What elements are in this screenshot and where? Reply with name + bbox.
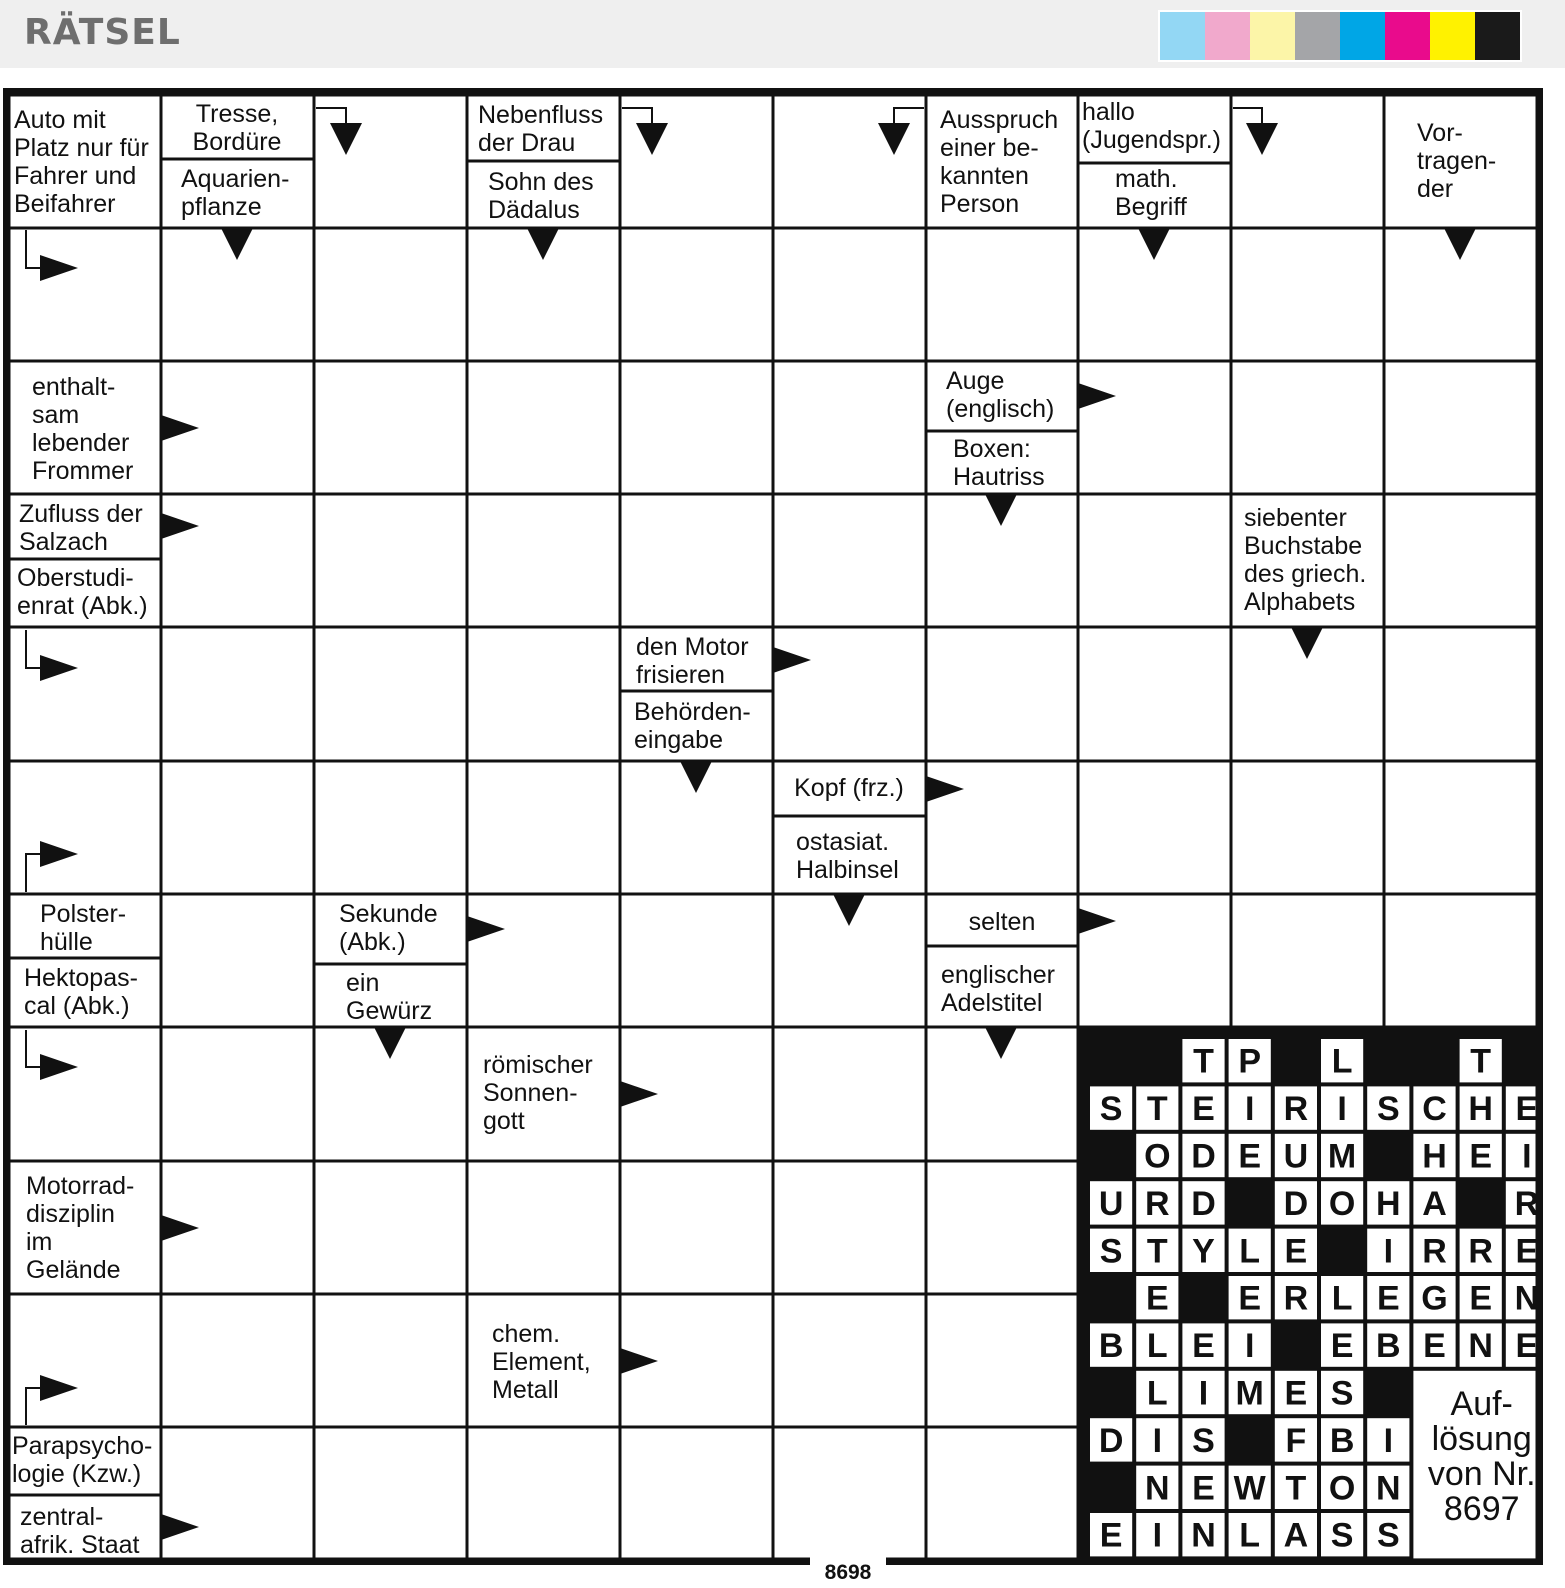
clue-c02	[193, 100, 282, 156]
clue-line: Salzach	[19, 528, 108, 556]
clue-line: Dädalus	[488, 196, 580, 224]
clue-c10	[32, 373, 133, 485]
solution-letter: E	[1145, 1279, 1169, 1318]
clue-line: der	[1417, 175, 1454, 203]
clue-line: hallo	[1082, 98, 1135, 126]
solution-letter: E	[1238, 1137, 1262, 1176]
arrow-right-icon	[161, 513, 199, 539]
solution-letter: I	[1198, 1374, 1209, 1413]
solution-letter: I	[1244, 1327, 1255, 1366]
solution-letter: N	[1145, 1469, 1170, 1508]
solution-letter: E	[1515, 1232, 1539, 1271]
arrow-bend-line	[894, 108, 924, 123]
clue-line: Begriff	[1115, 193, 1187, 221]
clue-c11	[946, 367, 1054, 423]
solution-letter: N	[1468, 1327, 1493, 1366]
clue-line: (Abk.)	[339, 928, 406, 956]
clue-line: Polster-	[40, 900, 127, 928]
clue-line: ostasiat.	[796, 828, 890, 856]
clue-line: tragen-	[1417, 147, 1497, 175]
clue-c26	[483, 1051, 593, 1135]
arrow-bend-line	[26, 630, 40, 668]
clue-line: pflanze	[181, 193, 262, 221]
solution-letter: C	[1422, 1090, 1447, 1129]
clue-line: Tresse,	[195, 100, 279, 128]
clue-line: Sonnen-	[483, 1079, 578, 1107]
solution-letter: E	[1192, 1090, 1215, 1129]
arrow-right-icon	[40, 841, 78, 867]
puzzle-number: 8698	[824, 1561, 872, 1584]
clue-c07	[1082, 98, 1221, 154]
clue-line: chem.	[492, 1320, 561, 1348]
arrow-bend-line	[316, 108, 346, 123]
solution-letter: E	[1192, 1469, 1215, 1508]
solution-letter: E	[1376, 1279, 1400, 1318]
solution-letter: L	[1146, 1327, 1168, 1366]
solution-letter: H	[1422, 1137, 1447, 1176]
clue-c22	[339, 900, 438, 956]
clue-c30	[20, 1503, 140, 1559]
clue-c27	[26, 1172, 134, 1284]
clue-line: eingabe	[634, 726, 723, 754]
clue-line: Adelstitel	[941, 989, 1043, 1017]
clue-line: selten	[968, 908, 1036, 936]
arrow-down-icon	[374, 1027, 406, 1059]
solution-letter: E	[1192, 1327, 1215, 1366]
solution-letter: D	[1191, 1137, 1216, 1176]
solution-letter: O	[1328, 1184, 1356, 1223]
arrow-right-icon	[926, 776, 964, 802]
arrow-right-icon	[620, 1081, 658, 1107]
solution-letter: M	[1327, 1137, 1357, 1176]
clue-c13	[19, 500, 143, 556]
clue-line: kannten	[940, 162, 1029, 190]
solution-letter: A	[1422, 1184, 1447, 1223]
solution-letter: E	[1469, 1137, 1493, 1176]
arrow-right-icon	[1078, 908, 1116, 934]
clue-line: enthalt-	[32, 373, 116, 401]
solution-label-line: Auf-	[1450, 1384, 1513, 1423]
clue-c09	[1417, 119, 1496, 203]
solution-letter: S	[1376, 1090, 1400, 1129]
solution-letter: H	[1376, 1184, 1401, 1223]
solution-letter: T	[1193, 1042, 1214, 1081]
arrow-bend-line	[26, 1388, 40, 1425]
clue-line: math.	[1115, 165, 1178, 193]
solution-label-line: lösung	[1431, 1419, 1532, 1458]
arrow-down-icon	[878, 123, 910, 155]
clue-line: Parapsycho-	[12, 1432, 153, 1460]
clue-line: Alphabets	[1244, 588, 1356, 616]
solution-letter: L	[1239, 1232, 1261, 1271]
solution-letter: A	[1283, 1516, 1309, 1555]
clue-line: cal (Abk.)	[24, 992, 130, 1020]
solution-letter: R	[1468, 1232, 1493, 1271]
solution-letter: L	[1331, 1042, 1353, 1081]
solution-letter: N	[1376, 1469, 1401, 1508]
solution-letter: R	[1283, 1279, 1309, 1318]
arrow-down-icon	[636, 123, 668, 155]
arrow-down-icon	[1291, 627, 1323, 659]
arrow-right-icon	[40, 255, 78, 281]
clue-line: Bordüre	[192, 128, 282, 156]
clue-line: (englisch)	[946, 395, 1055, 423]
clue-line: Behörden-	[634, 698, 751, 726]
solution-letter: R	[1514, 1184, 1540, 1223]
solution-letter: Y	[1192, 1232, 1215, 1271]
solution-letter: E	[1284, 1232, 1308, 1271]
clue-line: Buchstabe	[1244, 532, 1363, 560]
clue-line: logie (Kzw.)	[12, 1460, 142, 1488]
clue-line: zentral-	[20, 1503, 104, 1531]
solution-letter: S	[1330, 1374, 1354, 1413]
solution-letter: E	[1515, 1327, 1539, 1366]
solution-letter: S	[1099, 1090, 1123, 1129]
arrow-right-icon	[161, 1215, 199, 1241]
clue-c12	[953, 435, 1045, 491]
clue-line: Motorrad-	[26, 1172, 135, 1200]
clue-line: Boxen:	[953, 435, 1031, 463]
clue-c16	[636, 633, 749, 689]
solution-letter: N	[1514, 1279, 1540, 1318]
solution-letter: D	[1283, 1184, 1309, 1223]
arrow-down-icon	[527, 228, 559, 260]
solution-letter: L	[1239, 1516, 1261, 1555]
solution-letter: O	[1328, 1469, 1356, 1508]
clue-line: einer be-	[940, 134, 1039, 162]
solution-letter: P	[1238, 1042, 1262, 1081]
solution-letter: E	[1515, 1090, 1539, 1129]
clue-c20	[40, 900, 126, 956]
solution-letter: R	[1283, 1090, 1309, 1129]
clue-line: Oberstudi-	[17, 564, 134, 592]
clue-line: Aquarien-	[181, 165, 290, 193]
solution-letter: H	[1468, 1090, 1493, 1129]
solution-letter: B	[1376, 1327, 1401, 1366]
clue-line: Kopf (frz.)	[794, 774, 904, 802]
solution-letter: L	[1146, 1374, 1168, 1413]
arrow-bend-line	[26, 854, 40, 892]
arrow-down-icon	[833, 894, 865, 926]
clue-c18	[794, 774, 904, 802]
solution-letter: L	[1331, 1279, 1353, 1318]
solution-letter: M	[1235, 1374, 1264, 1413]
clue-line: Metall	[492, 1376, 559, 1404]
clue-c14	[17, 564, 148, 620]
clue-line: frisieren	[636, 661, 725, 689]
clue-line: enrat (Abk.)	[17, 592, 148, 620]
solution-letter: W	[1233, 1469, 1266, 1508]
solution-letter: R	[1145, 1184, 1170, 1223]
clue-line: Vor-	[1417, 119, 1463, 147]
arrow-down-icon	[1138, 228, 1170, 260]
arrow-right-icon	[161, 1514, 199, 1540]
clue-line: Platz nur für	[14, 134, 149, 162]
clue-c21	[24, 964, 138, 1020]
arrow-right-icon	[40, 1375, 78, 1401]
arrow-bend-line	[26, 1030, 40, 1067]
solution-letter: N	[1191, 1516, 1216, 1555]
clue-line: hülle	[40, 928, 93, 956]
solution-letter: U	[1098, 1184, 1124, 1223]
clue-line: disziplin	[26, 1200, 115, 1228]
clue-line: Hektopas-	[24, 964, 138, 992]
arrow-bend-line	[1233, 108, 1262, 123]
clue-line: afrik. Staat	[20, 1531, 140, 1559]
solution-letter: T	[1146, 1090, 1168, 1129]
solution-letter: F	[1285, 1421, 1307, 1460]
solution-letter: S	[1376, 1516, 1400, 1555]
clue-line: des griech.	[1244, 560, 1367, 588]
solution-letter: I	[1152, 1421, 1163, 1460]
clue-line: Ausspruch	[940, 106, 1059, 134]
clue-line: Person	[940, 190, 1020, 218]
clue-c15	[1244, 504, 1366, 616]
clue-line: Beifahrer	[14, 190, 116, 218]
solution-letter: I	[1152, 1516, 1163, 1555]
clue-line: Auto mit	[14, 106, 106, 134]
solution-letter: E	[1099, 1516, 1123, 1555]
arrow-down-icon	[985, 1027, 1017, 1059]
arrow-right-icon	[1078, 383, 1116, 409]
solution-letter: E	[1469, 1279, 1493, 1318]
clue-line: Fahrer und	[14, 162, 137, 190]
solution-letter: E	[1330, 1327, 1354, 1366]
arrow-down-icon	[1246, 123, 1278, 155]
clue-c19	[796, 828, 899, 884]
clue-c23	[346, 969, 432, 1025]
clue-c01	[14, 106, 149, 218]
clue-line: ein	[346, 969, 380, 997]
clue-c06	[940, 106, 1058, 218]
clue-line: Sekunde	[339, 900, 438, 928]
solution-letter: I	[1337, 1090, 1347, 1129]
clue-line: gott	[483, 1107, 525, 1135]
solution-letter: E	[1423, 1327, 1446, 1366]
arrow-bend-line	[622, 108, 652, 123]
arrow-down-icon	[1444, 228, 1476, 260]
arrow-right-icon	[40, 655, 78, 681]
solution-letter: S	[1099, 1232, 1123, 1271]
solution-letter: T	[1285, 1469, 1307, 1508]
solution-letter: R	[1422, 1232, 1447, 1271]
clue-c17	[634, 698, 751, 754]
clue-line: siebenter	[1244, 504, 1347, 532]
solution-letter: I	[1383, 1232, 1394, 1271]
clue-line: Element,	[492, 1348, 591, 1376]
clue-c25	[941, 961, 1055, 1017]
arrow-right-icon	[161, 415, 199, 441]
solution-letter: T	[1470, 1042, 1492, 1081]
solution-letter: T	[1146, 1232, 1168, 1271]
arrow-down-icon	[221, 228, 253, 260]
solution-label-line: von Nr.	[1427, 1454, 1536, 1493]
solution-letter: O	[1144, 1137, 1171, 1176]
clue-c29	[12, 1432, 152, 1488]
clue-line: sam	[32, 401, 80, 429]
clue-line: Auge	[946, 367, 1005, 395]
clue-line: Hautriss	[953, 463, 1045, 491]
clue-c28	[492, 1320, 591, 1404]
solution-letter: E	[1284, 1374, 1308, 1413]
solution-letter: I	[1522, 1137, 1532, 1176]
clue-line: lebender	[32, 429, 130, 457]
solution-label-line: 8697	[1443, 1489, 1520, 1528]
solution-letter: D	[1098, 1421, 1124, 1460]
arrow-down-icon	[330, 123, 362, 155]
arrow-down-icon	[985, 494, 1017, 526]
puzzle-footer	[810, 1548, 886, 1588]
solution-letter: B	[1329, 1421, 1355, 1460]
clue-line: Zufluss der	[19, 500, 143, 528]
clue-line: Frommer	[32, 457, 134, 485]
clue-c04	[478, 101, 603, 157]
clue-line: Gewürz	[346, 997, 433, 1025]
clue-c08	[1115, 165, 1187, 221]
arrow-right-icon	[620, 1348, 658, 1374]
solution-letter: B	[1098, 1327, 1124, 1366]
solution-letter: U	[1283, 1137, 1309, 1176]
clue-line: römischer	[483, 1051, 593, 1079]
clue-line: Nebenfluss	[478, 101, 604, 129]
solution-letter: D	[1191, 1184, 1216, 1223]
clue-line: den Motor	[636, 633, 749, 661]
solution-letter: I	[1244, 1090, 1255, 1129]
solution-letter: I	[1383, 1421, 1394, 1460]
clue-line: (Jugendspr.)	[1082, 126, 1221, 154]
arrow-bend-line	[26, 230, 40, 268]
solution-letter: S	[1192, 1421, 1215, 1460]
solution-letter: E	[1238, 1279, 1262, 1318]
clue-c03	[181, 165, 289, 221]
arrow-right-icon	[40, 1054, 78, 1080]
page-title: RÄTSEL	[24, 12, 181, 53]
clue-c24	[969, 908, 1036, 936]
solution-panel	[1078, 1027, 1550, 1560]
clue-line: Halbinsel	[796, 856, 899, 884]
clue-line: Sohn des	[488, 168, 594, 196]
clue-line: der Drau	[478, 129, 576, 157]
clue-line: Gelände	[26, 1256, 121, 1284]
arrow-right-icon	[467, 916, 505, 942]
solution-letter: G	[1421, 1279, 1448, 1318]
clue-line: im	[26, 1228, 53, 1256]
arrow-right-icon	[773, 647, 811, 673]
arrow-down-icon	[680, 761, 712, 793]
clue-line: englischer	[941, 961, 1055, 989]
clue-c05	[488, 168, 594, 224]
solution-letter: S	[1330, 1516, 1354, 1555]
